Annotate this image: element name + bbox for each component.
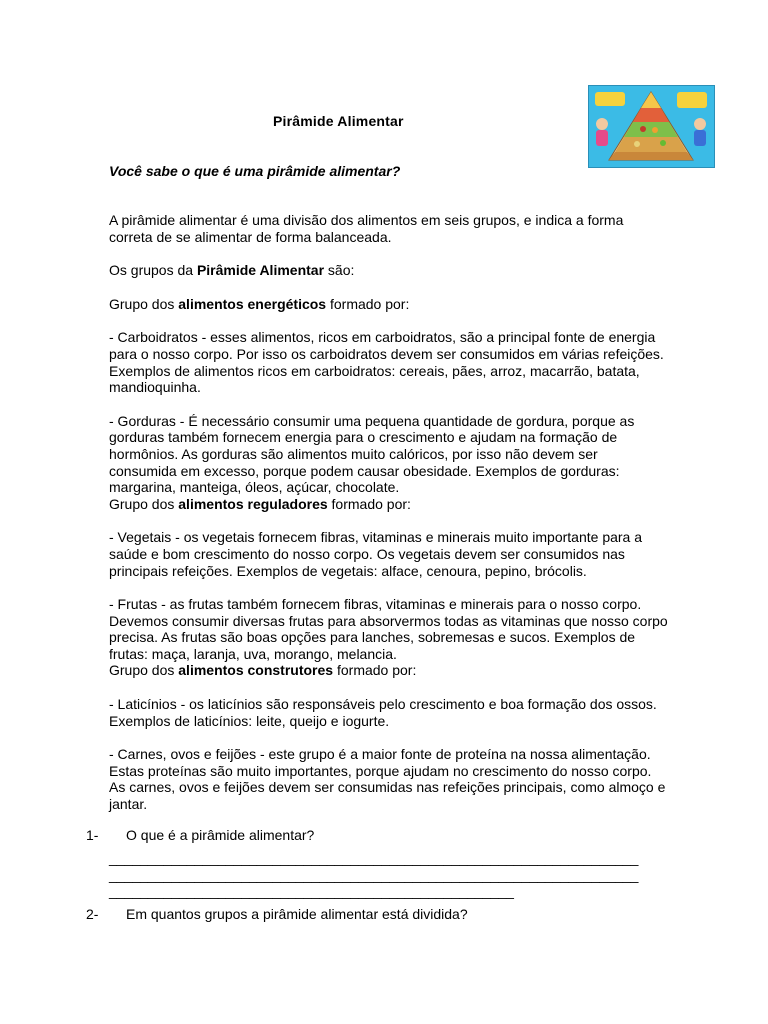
document-body (109, 212, 669, 813)
question-1 (86, 827, 314, 843)
intro-question-heading: Você sabe o que é uma pirâmide alimentar? (109, 163, 401, 179)
carbs-paragraph: - Carboidratos - esses alimentos, ricos em carboidratos, são a principal fonte de energia para o nosso corpo. Por isso os carboidratos devem ser consumidos em várias refeições. Exemplos de alimentos ricos em carboidratos: cereais, pães, arroz, macarrão, batata, mandioquinha. (109, 329, 664, 396)
question-1-text: O que é a pirâmide alimentar? (126, 827, 315, 843)
fats-paragraph: - Gorduras - É necessário consumir uma pequena quantidade de gordura, porque as gorduras também fornecem energia para o crescimento e ajudam na formação de hormônios. As gorduras são alimentos muito calóricos, por isso não devem ser consumida em excesso, porque podem causar obesidade. Exemplos de gorduras: margarina, manteiga, óleos, açúcar, chocolate. (109, 412, 635, 496)
vegetables-paragraph: - Vegetais - os vegetais fornecem fibras, vitaminas e minerais muito importante para a saúde e bom crescimento do nosso corpo. Os vegetais devem ser consumidos nas principais refeições. Exemplos de vegetais: alface, cenoura, pepino, brócolis. (109, 529, 643, 579)
question-2-text: Em quantos grupos a pirâmide alimentar está dividida? (126, 906, 468, 922)
document-title: Pirâmide Alimentar (273, 113, 404, 129)
food-pyramid-image (588, 85, 715, 168)
meat-paragraph: - Carnes, ovos e feijões - este grupo é a maior fonte de proteína na nossa alimentação. Estas proteínas são muito importantes, porque ajudam no crescimento do nosso corpo. As carnes, ovos e feijões devem ser consumidas nas refeições principais, como almoço e jantar. (109, 746, 666, 813)
energetic-group-heading: Grupo dos alimentos energéticos formado por: (109, 295, 410, 312)
question-1-number: 1- (86, 827, 99, 843)
fruits-paragraph: - Frutas - as frutas também fornecem fibras, vitaminas e minerais para o nosso corpo. Devemos consumir diversas frutas para absorvermos todas as vitaminas que nosso corpo precisa. As frutas são boas opções para lanches, sobremesas e sucos. Exemplos de frutas: maça, laranja, uva, morango, melancia. (109, 596, 668, 662)
intro-paragraph: A pirâmide alimentar é uma divisão dos alimentos em seis grupos, e indica a forma correta de se alimentar de forma balanceada. (109, 212, 624, 245)
dairy-paragraph: - Laticínios - os laticínios são responsáveis pelo crescimento e boa formação dos ossos. Exemplos de laticínios: leite, queijo e iogurte. (109, 696, 657, 729)
regulator-group-heading: Grupo dos alimentos reguladores formado por: (109, 495, 411, 512)
question-2 (86, 906, 468, 922)
answer-lines[interactable]: ____________________________________________________________________ ____________________________________________________________________ ____________________________________________________ (109, 850, 639, 899)
question-2-number: 2- (86, 906, 99, 922)
food-pyramid-illustration (589, 86, 714, 167)
builder-group-heading: Grupo dos alimentos construtores formado por: (109, 662, 417, 679)
groups-paragraph: Os grupos da Pirâmide Alimentar são: (109, 262, 355, 279)
